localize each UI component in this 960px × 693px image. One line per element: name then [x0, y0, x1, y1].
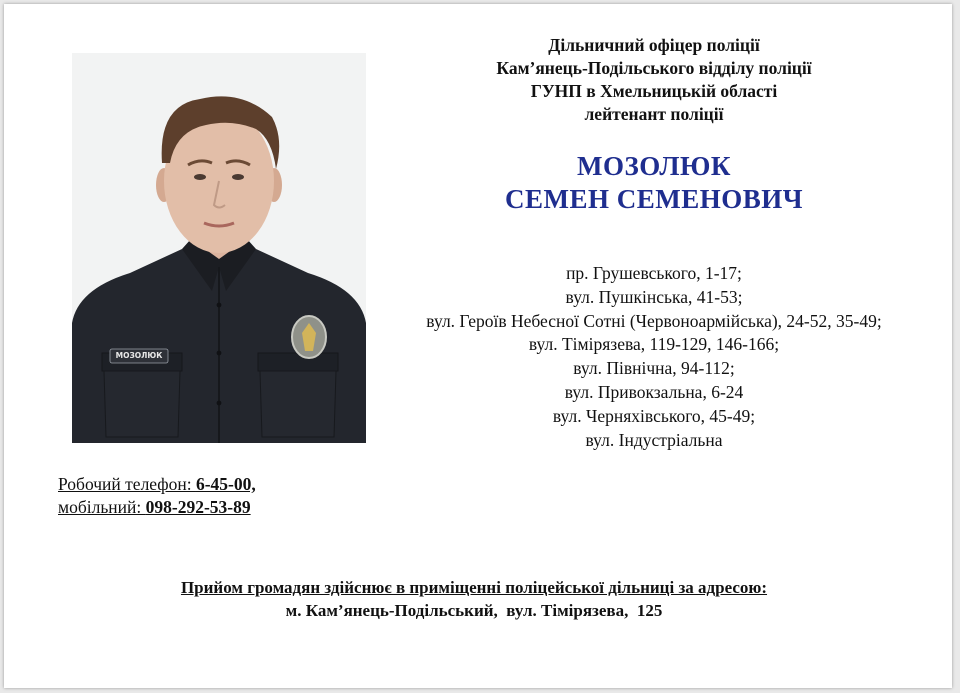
street-item: вул. Привокзальна, 6-24 [564, 381, 744, 402]
contact-info [58, 473, 256, 519]
position-line: Дільничний офіцер поліції [548, 35, 760, 55]
mobile-phone-label: мобільний: [58, 497, 146, 517]
officer-surname: МОЗОЛЮК [577, 151, 731, 181]
officer-name [384, 150, 924, 216]
rank-line: лейтенант поліції [584, 104, 724, 124]
street-item: вул. Північна, 94-112; [573, 358, 735, 379]
street-list [374, 262, 934, 452]
reception-address: м. Кам’янець-Подільський, вул. Тімірязева, 125 [285, 601, 663, 620]
street-item: пр. Грушевського, 1-17; [566, 263, 742, 283]
officer-position [384, 34, 924, 126]
department-line: Кам’янець-Подільського відділу поліції [496, 58, 812, 78]
mobile-phone [58, 496, 256, 519]
work-phone-label: Робочий телефон: [58, 474, 196, 494]
street-item: вул. Героїв Небесної Сотні (Червоноармійська), 24-52, 35-49; [426, 310, 882, 331]
name-tag-label: МОЗОЛЮК [115, 351, 163, 360]
officer-given-names: СЕМЕН СЕМЕНОВИЧ [504, 184, 804, 214]
work-phone-value: 6-45-00, [195, 474, 256, 494]
street-item: вул. Індустріальна [585, 429, 723, 450]
mobile-phone-value: 098-292-53-89 [145, 497, 251, 517]
street-item: вул. Черняхівського, 45-49; [552, 405, 756, 426]
reception-title: Прийом громадян здійснює в приміщенні поліцейської дільниці за адресою: [180, 578, 768, 597]
reception-info [134, 576, 814, 622]
street-item: вул. Тімірязева, 119-129, 146-166; [528, 334, 780, 355]
officer-photo [72, 53, 366, 443]
street-item: вул. Пушкінська, 41-53; [565, 286, 743, 307]
work-phone [58, 473, 256, 496]
region-line: ГУНП в Хмельницькій області [530, 81, 778, 101]
info-sheet [4, 4, 952, 688]
